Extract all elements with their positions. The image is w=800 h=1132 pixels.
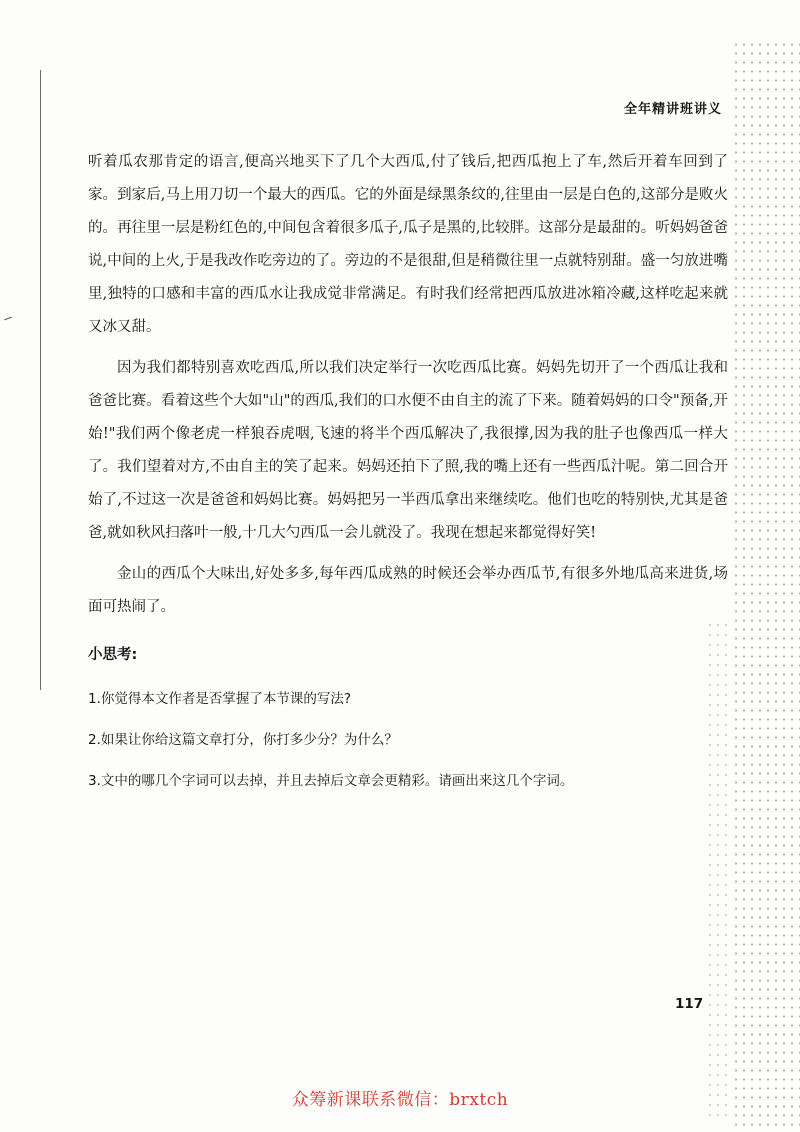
paragraph-3: 金山的西瓜个大味出,好处多多,每年西瓜成熟的时候还会举办西瓜节,有很多外地瓜高来进货,场面可热闹了。 xyxy=(88,566,728,615)
reflection-question-3: 3.文中的哪几个字词可以去掉，并且去掉后文章会更精彩。请画出来这几个字词。 xyxy=(88,773,574,789)
reflection-question-1: 1.你觉得本文作者是否掌握了本节课的写法? xyxy=(88,691,352,707)
scan-mark xyxy=(4,317,12,321)
paragraph-2: 因为我们都特别喜欢吃西瓜,所以我们决定举行一次吃西瓜比赛。妈妈先切开了一个西瓜让我和爸爸比赛。看着这些个大如"山"的西瓜,我们的口水便不由自主的流了下来。随着妈妈的口令"预备,开始!"我们两个像老虎一样狼吞虎咽,飞速的将半个西瓜解决了,我很撑,因为我的肚子也像西瓜一样大了。我们望着对方,不由自主的笑了起来。妈妈还拍下了照,我的嘴上还有一些西瓜汁呢。第二回合开始了,不过这一次是爸爸和妈妈比赛。妈妈把另一半西瓜拿出来继续吃。他们也吃的特别快,尤其是爸爸,就如秋风扫落叶一般,十几大勺西瓜一会儿就没了。我现在想起来都觉得好笑! xyxy=(88,360,728,541)
footer-watermark: 众筹新课联系微信：brxtch xyxy=(291,1090,509,1110)
reflection-title: 小思考: xyxy=(88,647,138,663)
page-header-title: 全年精讲班讲义 xyxy=(623,102,722,117)
paragraph-1: 听着瓜农那肯定的语言,便高兴地买下了几个大西瓜,付了钱后,把西瓜抱上了车,然后开着车回到了家。到家后,马上用刀切一个最大的西瓜。它的外面是绿黑条纹的,往里由一层是白色的,这部分是败火的。再往里一层是粉红色的,中间包含着很多瓜子,瓜子是黑的,比较胖。这部分是最甜的。听妈妈爸爸说,中间的上火,于是我改作吃旁边的了。旁边的不是很甜,但是稍微往里一点就特别甜。盛一匀放进嘴里,独特的口感和丰富的西瓜水让我成觉非常满足。有时我们经常把西瓜放进冰箱冷藏,这样吃起来就又冰又甜。 xyxy=(88,154,728,335)
main-content xyxy=(88,146,728,793)
left-margin-line xyxy=(40,70,41,690)
page-number: 117 xyxy=(675,996,704,1012)
binding-dot-pattern xyxy=(732,40,800,1130)
reflection-question-2: 2.如果让你给这篇文章打分，你打多少分？为什么？ xyxy=(88,732,398,748)
